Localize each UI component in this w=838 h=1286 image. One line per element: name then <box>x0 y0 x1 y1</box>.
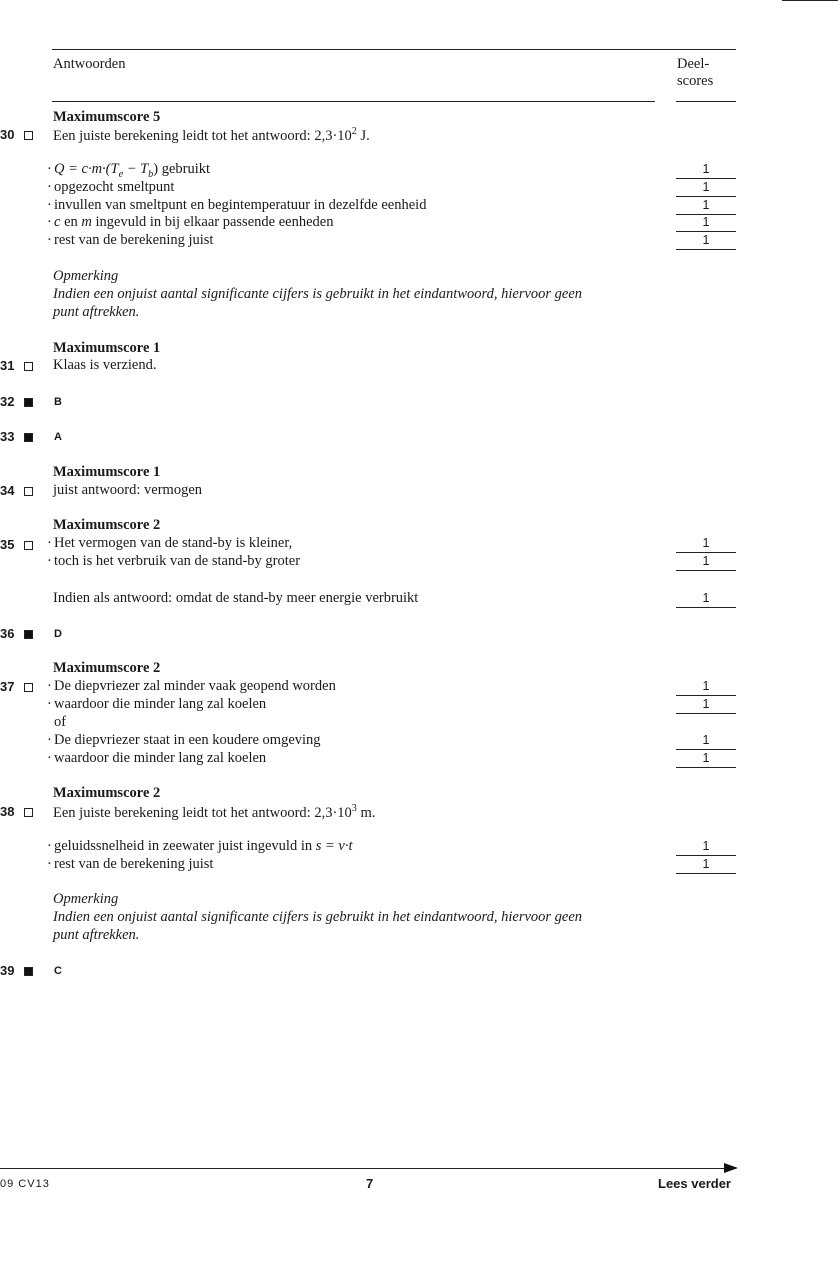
q30-remark-title: Opmerking <box>53 268 119 284</box>
q39-filled-square-icon <box>24 967 33 976</box>
q37-item-2: waardoor die minder lang zal koelen <box>54 696 267 712</box>
q37-number: 37 <box>0 679 15 694</box>
q30-remark-line-1: Indien een onjuist aantal significante cijfers is gebruikt in het eindantwoord, hiervoor geen <box>53 286 583 302</box>
header-answers-label: Antwoorden <box>53 56 126 72</box>
q31-number: 31 <box>0 358 15 373</box>
q30-score-3: 1 <box>676 198 736 215</box>
footer-next-label: Lees verder <box>658 1176 731 1191</box>
q38-item-2: rest van de berekening juist <box>54 856 214 872</box>
corner-rule <box>782 0 838 1</box>
bullet: · <box>47 732 52 748</box>
q35-max-score: Maximumscore 2 <box>53 517 161 533</box>
header-bottom-rule-right <box>676 101 736 102</box>
q32-answer: B <box>54 396 62 408</box>
q30-answer: Een juiste berekening leidt tot het antwoord: $2,3\cdot 10^2$ J. <box>53 126 370 144</box>
bullet: · <box>47 696 52 712</box>
q33-answer: A <box>54 431 62 443</box>
q30-open-checkbox-icon <box>24 131 33 140</box>
q37-item-1: De diepvriezer zal minder vaak geopend worden <box>54 678 336 694</box>
bullet: · <box>47 161 52 177</box>
q37-score-2: 1 <box>676 697 736 714</box>
q36-filled-square-icon <box>24 630 33 639</box>
q31-open-checkbox-icon <box>24 362 33 371</box>
bullet: · <box>47 535 52 551</box>
q38-remark-title: Opmerking <box>53 891 119 907</box>
header-top-rule <box>52 49 736 50</box>
bullet: · <box>47 750 52 766</box>
q38-score-2: 1 <box>676 857 736 874</box>
q38-remark-line-1: Indien een onjuist aantal significante cijfers is gebruikt in het eindantwoord, hiervoor geen <box>53 909 583 925</box>
q37-open-checkbox-icon <box>24 683 33 692</box>
q39-number: 39 <box>0 963 15 978</box>
q35-number: 35 <box>0 537 15 552</box>
bullet: · <box>47 553 52 569</box>
q31-answer: Klaas is verziend. <box>53 357 157 373</box>
q38-item-1: geluidssnelheid in zeewater juist ingevuld in s = v·t <box>54 838 353 854</box>
q30-item-3: invullen van smeltpunt en begintemperatuur in dezelfde eenheid <box>54 197 427 213</box>
q35-note: Indien als antwoord: omdat de stand-by meer energie verbruikt <box>53 590 419 606</box>
q32-number: 32 <box>0 394 15 409</box>
q30-score-5: 1 <box>676 233 736 250</box>
q30-score-4: 1 <box>676 215 736 232</box>
q32-filled-square-icon <box>24 398 33 407</box>
q37-score-4: 1 <box>676 751 736 768</box>
q37-or: of <box>54 714 67 730</box>
q35-item-1: Het vermogen van de stand-by is kleiner, <box>54 535 293 551</box>
bullet: · <box>47 179 52 195</box>
q30-max-score: Maximumscore 5 <box>53 109 161 125</box>
q37-max-score: Maximumscore 2 <box>53 660 161 676</box>
q35-score-2: 1 <box>676 554 736 571</box>
q39-answer: C <box>54 965 62 977</box>
q36-answer: D <box>54 628 62 640</box>
q30-item-2: opgezocht smeltpunt <box>54 179 175 195</box>
q38-remark-line-2: punt aftrekken. <box>53 927 140 943</box>
arrow-right-icon <box>724 1163 738 1173</box>
q34-open-checkbox-icon <box>24 487 33 496</box>
q33-filled-square-icon <box>24 433 33 442</box>
footer-page-number: 7 <box>366 1176 374 1191</box>
q34-answer: juist antwoord: vermogen <box>53 482 203 498</box>
q31-max-score: Maximumscore 1 <box>53 340 161 356</box>
bullet: · <box>47 197 52 213</box>
q37-item-3: De diepvriezer staat in een koudere omgeving <box>54 732 321 748</box>
bullet: · <box>47 214 52 230</box>
header-bottom-rule-left <box>52 101 655 102</box>
q30-score-2: 1 <box>676 180 736 197</box>
q30-score-1: 1 <box>676 162 736 179</box>
footer-rule <box>0 1168 728 1169</box>
bullet: · <box>47 232 52 248</box>
q30-item-5: rest van de berekening juist <box>54 232 214 248</box>
q35-open-checkbox-icon <box>24 541 33 550</box>
footer-code: 09 CV13 <box>0 1178 50 1190</box>
header-scores-label-1: Deel- <box>677 56 710 72</box>
q38-answer: Een juiste berekening leidt tot het antwoord: $2,3\cdot 10^3$ m. <box>53 803 376 821</box>
header-scores-label-2: scores <box>677 73 714 89</box>
q36-number: 36 <box>0 626 15 641</box>
q35-item-2: toch is het verbruik van de stand-by groter <box>54 553 301 569</box>
bullet: · <box>47 856 52 872</box>
q30-item-4: c en m ingevuld in bij elkaar passende eenheden <box>54 214 334 230</box>
q38-max-score: Maximumscore 2 <box>53 785 161 801</box>
q33-number: 33 <box>0 429 15 444</box>
bullet: · <box>47 678 52 694</box>
q34-max-score: Maximumscore 1 <box>53 464 161 480</box>
q30-remark-line-2: punt aftrekken. <box>53 304 140 320</box>
q34-number: 34 <box>0 483 15 498</box>
bullet: · <box>47 838 52 854</box>
q37-item-4: waardoor die minder lang zal koelen <box>54 750 267 766</box>
q35-note-score: 1 <box>676 591 736 608</box>
q35-score-1: 1 <box>676 536 736 553</box>
q38-number: 38 <box>0 804 15 819</box>
q38-open-checkbox-icon <box>24 808 33 817</box>
q37-score-1: 1 <box>676 679 736 696</box>
q38-score-1: 1 <box>676 839 736 856</box>
q37-score-3: 1 <box>676 733 736 750</box>
q30-number: 30 <box>0 127 15 142</box>
q30-item-1: $Q = c\cdot m\cdot(T_e - T_b)$ gebruikt <box>54 161 211 180</box>
